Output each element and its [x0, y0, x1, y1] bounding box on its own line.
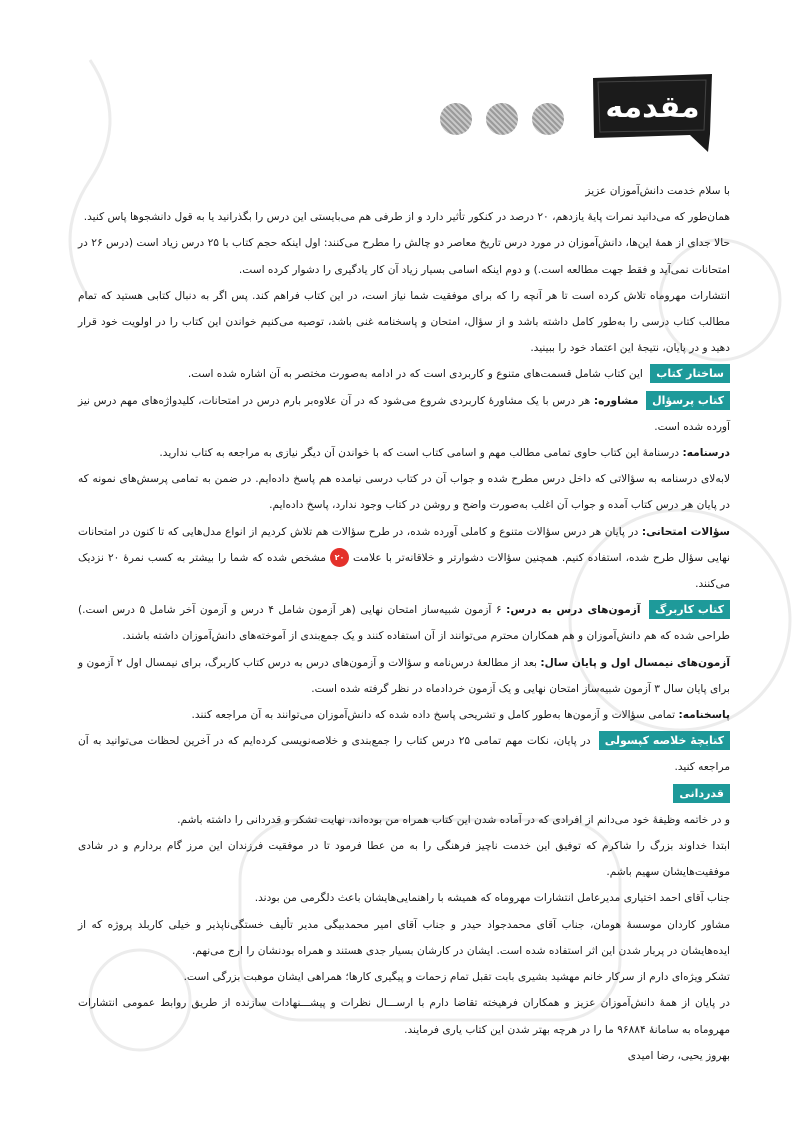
term-label: آزمون‌های نیمسال اول و پایان سال: — [540, 656, 731, 669]
dot-icon — [486, 103, 518, 135]
semester-exams-section — [78, 650, 730, 702]
score-20-badge: ۲۰ — [330, 548, 349, 567]
section-text: هر درس با یک مشاورهٔ کاربردی شروع می‌شود که در آن علاوه‌بر بارم درس در امتحانات، کلیدواژه‌های مهم درس نیز آورده شده است. — [78, 394, 730, 433]
answers-section — [78, 702, 730, 728]
section-text: در پایان، نکات مهم تمامی ۲۵ درس کتاب را جمع‌بندی و خلاصه‌نویسی کرده‌ایم که در آخرین لحظات می‌توانید به آن مراجعه کنید. — [78, 735, 730, 774]
between-lines-paragraph: لابه‌لای درسنامه به سؤالاتی که داخل درس مطرح شده و جواب آن در کتاب درسی نیامده هم پاسخ داده‌ایم. در ضمن به تمامی پرسش‌های نمونه که در پایان هر درس کتاب آمده و جواب آن اغلب به‌صورت واضح و روشن در کتاب وجود ندارد، پاسخ داده‌ایم. — [78, 473, 730, 512]
intro-paragraph: انتشارات مهروماه تلاش کرده است تا هر آنچه را که برای موفقیت شما نیاز است، در این کتاب فراهم کند. پس اگر به دنبال کتابی هستید که تمام مطالب کتاب درسی را به‌طور کامل داشته باشد و از سؤال، امتحان و پاسخنامه غنی باشد، توصیه می‌کنیم خواندن این کتاب را در اولویت خود قرار دهید و در پایان، نتیجهٔ این اعتماد خود را ببینید. — [78, 289, 730, 355]
thanks-heading — [78, 781, 730, 807]
lesson-notes-section — [78, 440, 730, 466]
term-label: سؤالات امتحانی: — [641, 525, 730, 538]
term-label: آزمون‌های درس به درس: — [506, 604, 641, 617]
section-text: این کتاب شامل قسمت‌های متنوع و کاربردی است که در ادامه به‌صورت مختصر به آن اشاره شده است. — [187, 368, 643, 381]
dot-icon — [532, 103, 564, 135]
signature: بهروز یحیی، رضا امیدی — [627, 1049, 730, 1062]
term-label: مشاوره: — [593, 394, 639, 407]
thanks-paragraph: مشاور کاردان موسسهٔ هومان، جناب آقای محمدجواد حیدر و جناب آقای امیر محمدبیگی مدیر تألیف خستگی‌ناپذیر و خیلی کاربلد پروژه که از ایده‌هایشان در پربار شدن این اثر استفاده شده است. ایشان در کارشان بسیار جدی هستند و همراه بودنشان را ارج می‌نهم. — [78, 918, 730, 957]
question-book-section — [78, 388, 730, 440]
section-text: ۶ آزمون شبیه‌ساز امتحان نهایی (هر آزمون شامل ۴ درس و آزمون آخر شامل ۵ درس است.) طراحی شده که هم دانش‌آموزان و هم همکاران محترم می‌توانند از آن استفاده کنند و یک جمع‌بندی از آموخته‌های دانش‌آموزان داشته باشند. — [78, 604, 730, 643]
decorative-dots — [440, 103, 564, 135]
section-text: تمامی سؤالات و آزمون‌ها به‌طور کامل و تشریحی پاسخ داده شده که دانش‌آموزان می‌توانند به آن مراجعه کنند. — [191, 709, 676, 722]
greeting: با سلام خدمت دانش‌آموزان عزیز — [585, 185, 730, 197]
practical-book-section — [78, 597, 730, 649]
thanks-paragraph: تشکر ویژه‌ای دارم از سرکار خانم مهشید بشیری بابت تقبل تمام زحمات و پیگیری کارها؛ همراهی ایشان موهبت بزرگی است. — [183, 971, 730, 984]
thanks-paragraph: و در خاتمه وظیفهٔ خود می‌دانم از افرادی که در آماده شدن این کتاب همراه من بوده‌اند، نهایت تشکر و قدردانی را داشته باشم. — [177, 813, 730, 826]
term-label: پاسخنامه: — [678, 709, 730, 722]
thanks-paragraph: ابتدا خداوند بزرگ را شاکرم که توفیق این خدمت ناچیز فرهنگی را به من عطا فرمود تا در موفقیت فرزندان این مرز گام بردارم و در شادی موفقیت‌هایشان سهیم باشم. — [78, 840, 730, 879]
structure-section — [78, 361, 730, 387]
section-text: درسنامهٔ این کتاب حاوی تمامی مطالب مهم و اسامی کتاب است که با خواندن آن دیگر نیازی به مراجعه به کتاب ندارید. — [159, 447, 680, 460]
section-text: در پایان هر درس سؤالات متنوع و کاملی آورده شده، در طرح سؤالات هم تلاش کردیم از انواع مدل‌هایی که تا کنون در امتحانات نهایی سؤال طرح شده، استفاده کنیم. همچنین سؤالات دشوارتر و خلاقانه‌تر با علامت — [78, 525, 730, 564]
thanks-paragraph: جناب آقای احمد اختیاری مدیرعامل انتشارات مهروماه که همیشه با راهنمایی‌هایشان باعث دلگرمی من بودند. — [254, 892, 730, 905]
intro-content — [78, 178, 730, 1069]
section-tag: قدردانی — [673, 784, 730, 803]
section-tag: کتاب پرسؤال — [646, 391, 730, 410]
intro-paragraph: حالا جدای از همهٔ این‌ها، دانش‌آموزان در مورد درس تاریخ معاصر دو چالش را مطرح می‌کنند: اول اینکه حجم کتاب با ۲۵ درس زیاد است (درس ۲۶ در امتحانات نمی‌آید و فقط جهت مطالعه است.) و دوم اینکه اسامی بسیار زیاد آن کار یادگیری را دشوار کرده است. — [78, 237, 730, 276]
intro-paragraph: همان‌طور که می‌دانید نمرات پایهٔ یازدهم، ۲۰ درصد در کنکور تأثیر دارد و از طرفی هم می‌بایستی این درس را بگذرانید یا به قول دانشجوها پاس کنید. — [83, 211, 730, 224]
section-tag: کتابچهٔ خلاصه کپسولی — [599, 731, 730, 750]
thanks-paragraph: در پایان از همهٔ دانش‌آموزان عزیز و همکاران فرهیخته تقاضا دارم با ارســـال نظرات و پیشـــنهادات سازنده از طریق روابط عمومی انتشارات مهروماه به سامانهٔ ۹۶۸۸۴ ما را در هرچه بهتر شدن این کتاب یاری فرمایند. — [78, 997, 730, 1036]
section-text: مشخص شده که شما را بیشتر به کسب نمرهٔ ۲۰ نزدیک می‌کنند. — [78, 551, 730, 591]
section-tag: ساختار کتاب — [650, 364, 730, 383]
section-text: بعد از مطالعهٔ درس‌نامه و سؤالات و آزمون‌های درس به درس کتاب کاربرگ، برای نیمسال اول ۲ آزمون و برای پایان سال ۳ آزمون شبیه‌ساز امتحان نهایی و یک آزمون خردادماه در نظر گرفته شده است. — [78, 656, 730, 695]
exam-questions-section — [78, 519, 730, 598]
section-tag: کتاب کاربرگ — [649, 600, 730, 619]
page-title: مقدمه — [605, 89, 700, 125]
term-label: درسنامه: — [682, 447, 730, 460]
capsule-section — [78, 728, 730, 780]
dot-icon — [440, 103, 472, 135]
